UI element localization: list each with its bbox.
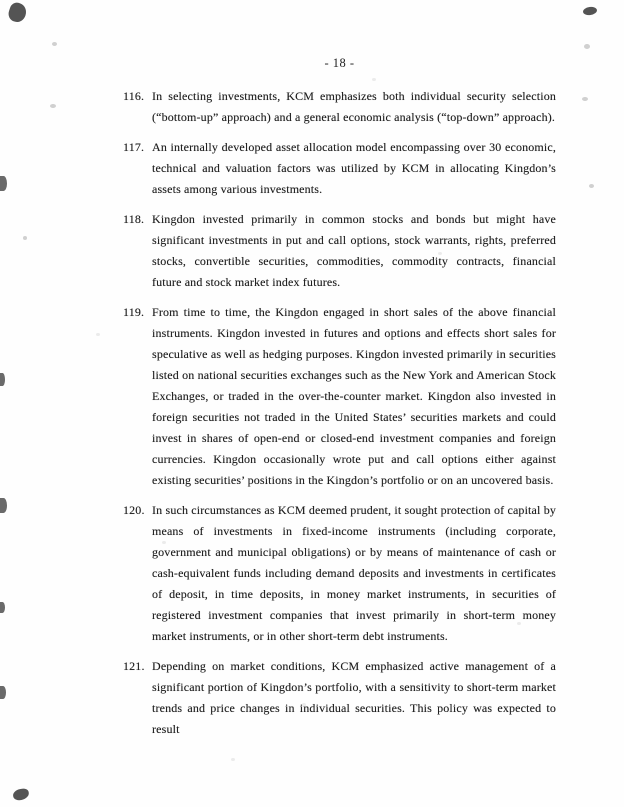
scan-speck xyxy=(96,333,100,336)
paragraph-116-number: 116. xyxy=(123,89,145,103)
paragraph-117-number: 117. xyxy=(123,140,145,154)
paragraph-119 xyxy=(123,302,556,491)
scan-speck xyxy=(50,104,56,108)
paragraph-120 xyxy=(123,500,556,647)
paragraph-119-text: From time to time, the Kingdon engaged in short sales of the above financial instruments. Kingdon invested in futures and options and effects short sales for speculative as well as hedging purposes. Kingdon invested primarily in securities listed on national securities exchanges such as the New York and American Stock Exchanges, or traded in the over-the-counter market. Kingdon also invested in foreign securities not traded in the United States’ securities markets and could invest in shares of open-end or closed-end investment companies and foreign currencies. Kingdon occasionally wrote put and call options either against existing securities’ positions in the Kingdon’s portfolio or on an uncovered basis. xyxy=(152,305,556,487)
paragraph-117 xyxy=(123,137,556,200)
scan-speck xyxy=(589,184,594,188)
paragraph-116-text: In selecting investments, KCM emphasizes both individual security selection (“bottom-up” approach) and a general economic analysis (“top-down” approach). xyxy=(152,89,556,124)
paragraph-118-text: Kingdon invested primarily in common stocks and bonds but might have significant investments in put and call options, stock warrants, rights, preferred stocks, convertible securities, commodities, commodity contracts, financial future and stock market index futures. xyxy=(152,212,556,289)
scan-speck xyxy=(23,236,27,240)
scan-artifact-left-edge-4 xyxy=(0,602,5,613)
paragraph-120-number: 120. xyxy=(123,503,145,517)
paragraph-120-text: In such circumstances as KCM deemed prudent, it sought protection of capital by means of investments in fixed-income instruments (including corporate, government and municipal obligations) or by means of maintenance of cash or cash-equivalent funds including demand deposits and investments in certificates of deposit, in time deposits, in money market instruments, in securities of registered investment companies that invest primarily in short-term money market instruments, or in other short-term debt instruments. xyxy=(152,503,556,643)
scan-artifact-left-edge-5 xyxy=(0,686,6,699)
scan-speck xyxy=(582,97,588,101)
paragraph-116 xyxy=(123,86,556,128)
paragraph-118-number: 118. xyxy=(123,212,145,226)
scan-speck xyxy=(231,758,235,761)
scan-artifact-left-edge-2 xyxy=(0,373,5,386)
scan-speck xyxy=(372,78,376,81)
paragraph-117-text: An internally developed asset allocation model encompassing over 30 economic, technical and valuation factors was utilized by KCM in allocating Kingdon’s assets among various investments. xyxy=(152,140,556,196)
scan-artifact-left-edge-3 xyxy=(0,498,7,513)
document-body xyxy=(123,86,556,749)
paragraph-118 xyxy=(123,209,556,293)
paragraph-121 xyxy=(123,656,556,740)
scan-speck xyxy=(52,42,57,46)
scan-artifact-left-edge-1 xyxy=(0,176,7,191)
scan-artifact-bottom-left xyxy=(12,787,30,801)
paragraph-119-number: 119. xyxy=(123,305,145,319)
page-number: - 18 - xyxy=(324,56,355,70)
paragraph-121-text: Depending on market conditions, KCM emphasized active management of a significant portion of Kingdon’s portfolio, with a sensitivity to short-term market trends and price changes in individual securities. This policy was expected to result xyxy=(152,659,556,736)
paragraph-121-number: 121. xyxy=(123,659,145,673)
scan-speck xyxy=(584,44,590,49)
scan-artifact-top-right xyxy=(583,6,598,16)
scan-artifact-top-left xyxy=(6,1,28,24)
